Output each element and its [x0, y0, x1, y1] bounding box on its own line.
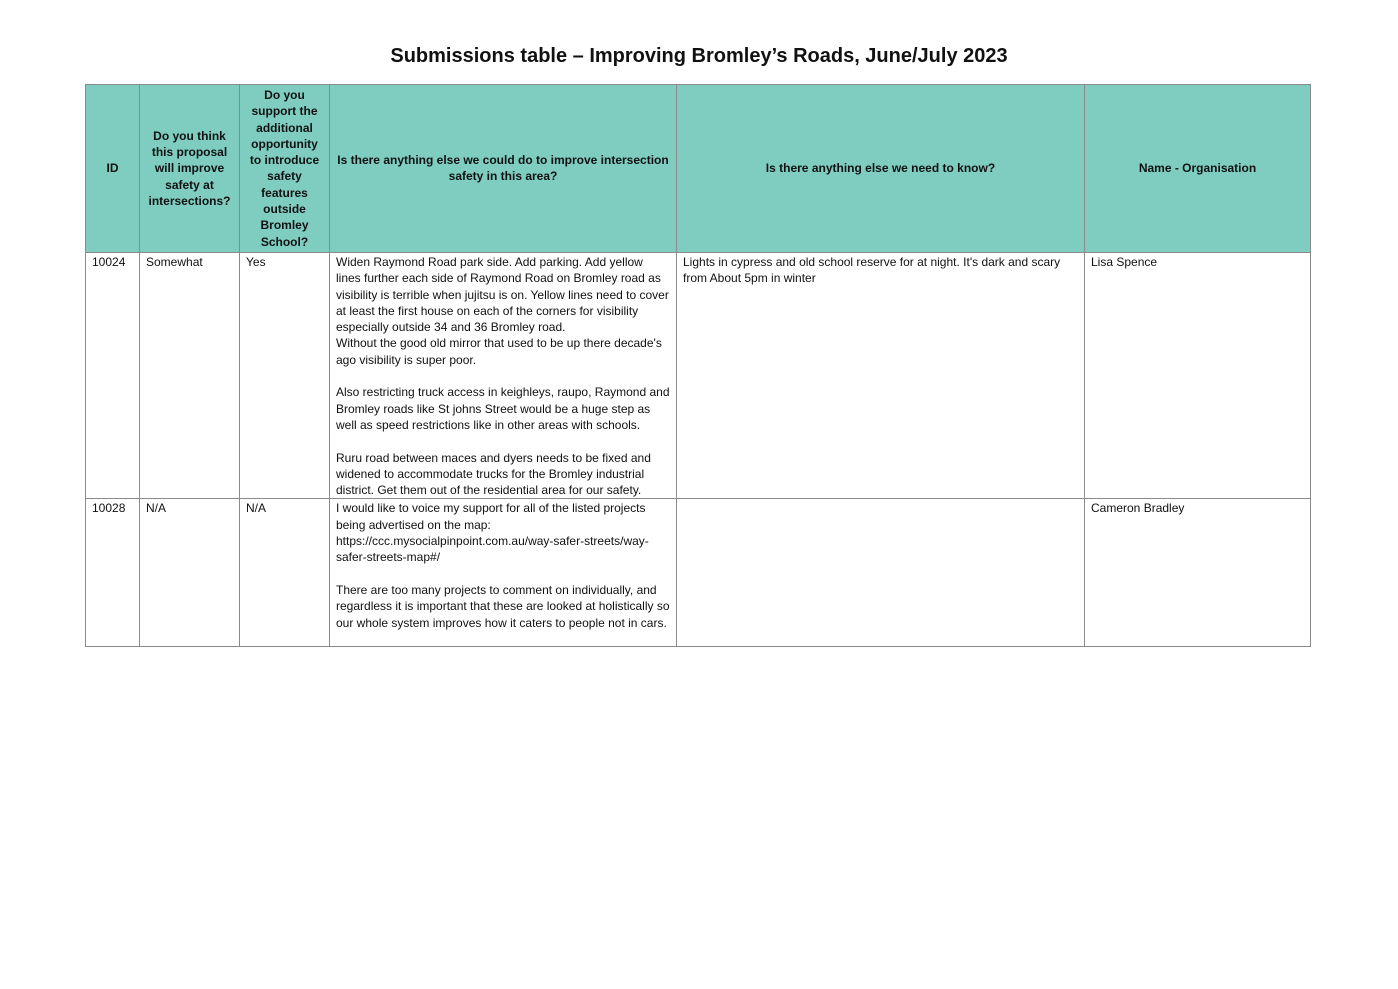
header-improve-safety: Do you think this proposal will improve safety at intersections?	[140, 85, 240, 253]
cell-name-organisation: Lisa Spence	[1085, 252, 1311, 498]
cell-improve-safety: N/A	[140, 499, 240, 647]
cell-anything-else-know	[677, 499, 1085, 647]
submissions-table	[85, 84, 1311, 647]
header-id: ID	[86, 85, 140, 253]
header-anything-else-know: Is there anything else we need to know?	[677, 85, 1085, 253]
header-anything-else-improve: Is there anything else we could do to improve intersection safety in this area?	[330, 85, 677, 253]
cell-support-school: N/A	[240, 499, 330, 647]
header-support-school: Do you support the additional opportunity to introduce safety features outside Bromley School?	[240, 85, 330, 253]
cell-id: 10024	[86, 252, 140, 498]
table-header-row	[86, 85, 1311, 253]
cell-anything-else-improve: I would like to voice my support for all of the listed projects being advertised on the map: https://ccc.mysocialpinpoint.com.au/way-safer-streets/way-safer-streets-map#/ There are too many projects to comment on individually, and regardless it is important that these are looked at holistically so our whole system improves how it caters to people not in cars.	[330, 499, 677, 647]
table-row	[86, 499, 1311, 647]
table-row	[86, 252, 1311, 498]
cell-name-organisation: Cameron Bradley	[1085, 499, 1311, 647]
cell-id: 10028	[86, 499, 140, 647]
cell-improve-safety: Somewhat	[140, 252, 240, 498]
cell-support-school: Yes	[240, 252, 330, 498]
page-title: Submissions table – Improving Bromley’s Roads, June/July 2023	[390, 45, 1008, 67]
header-name-organisation: Name - Organisation	[1085, 85, 1311, 253]
cell-anything-else-improve: Widen Raymond Road park side. Add parking. Add yellow lines further each side of Raymond Road on Bromley road as visibility is terrible when jujitsu is on. Yellow lines need to cover at least the first house on each of the corners for visibility especially outside 34 and 36 Bromley road. Without the good old mirror that used to be up there decade's ago visibility is super poor. Also restricting truck access in keighleys, raupo, Raymond and Bromley roads like St johns Street would be a huge step as well as speed restrictions like in other areas with schools. Ruru road between maces and dyers needs to be fixed and widened to accommodate trucks for the Bromley industrial district. Get them out of the residential area for our safety.	[330, 252, 677, 498]
cell-anything-else-know: Lights in cypress and old school reserve for at night. It's dark and scary from About 5pm in winter	[677, 252, 1085, 498]
